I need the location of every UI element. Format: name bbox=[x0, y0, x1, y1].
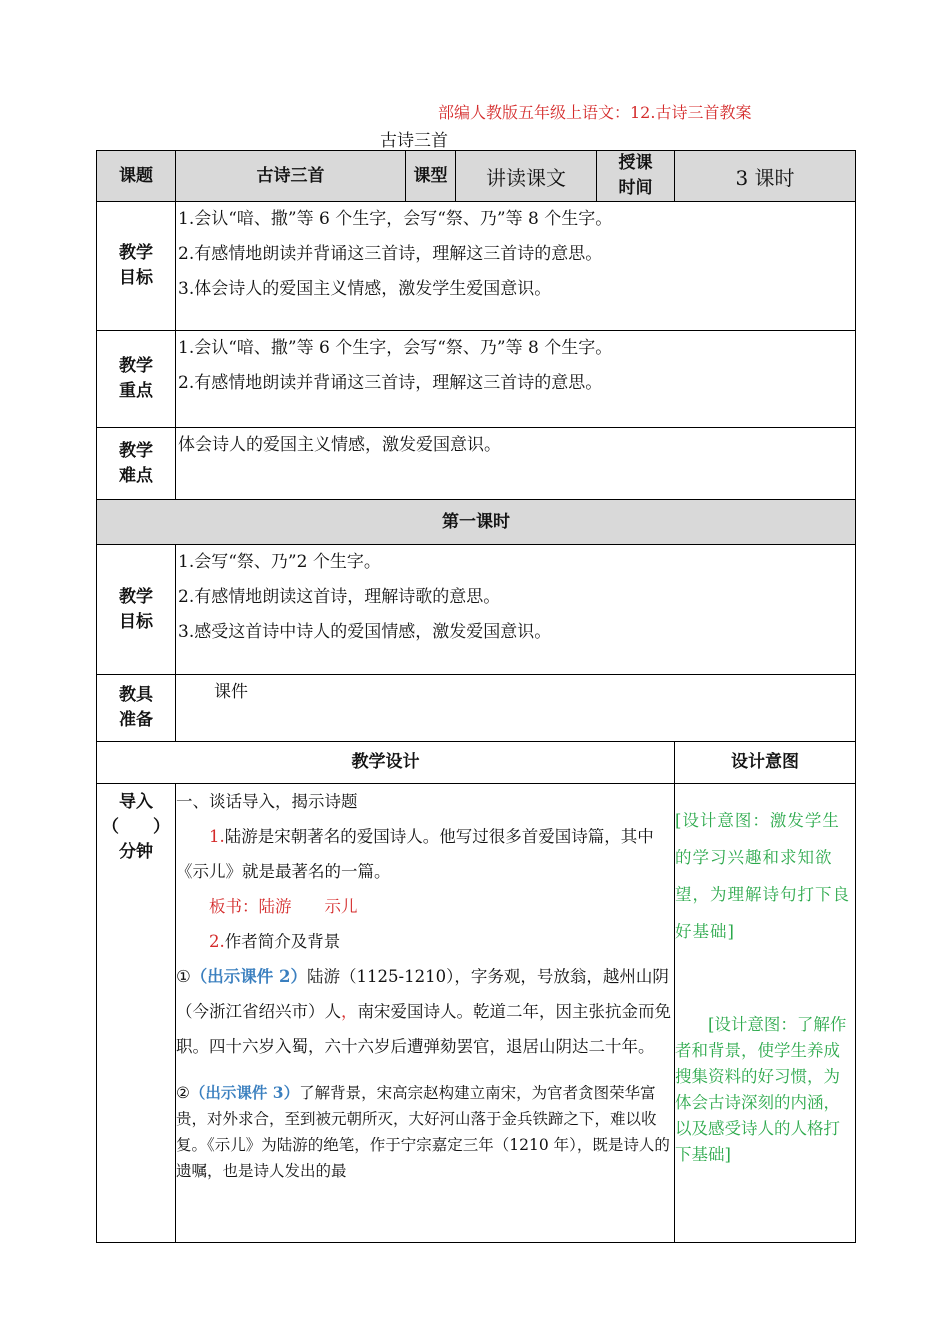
intent-note-1: [设计意图：激发学生的学习兴趣和求知欲望，为理解诗句打下良好基础] bbox=[675, 811, 850, 941]
design-paragraph-3 bbox=[176, 959, 674, 1064]
lesson1-goal-item: 3.感受这首诗中诗人的爱国情感，激发爱国意识。 bbox=[178, 622, 552, 642]
goal-item: 2.有感情地朗读并背诵这三首诗，理解这三首诗的意思。 bbox=[178, 244, 603, 264]
document-title: 古诗三首 bbox=[380, 131, 448, 151]
tools-label-line2: 准备 bbox=[119, 710, 153, 730]
design-paragraph-1 bbox=[176, 819, 674, 889]
key-points-label-line2: 重点 bbox=[119, 381, 153, 401]
time-label-line1: 授课 bbox=[618, 153, 653, 173]
intent-header: 设计意图 bbox=[675, 742, 856, 784]
p2-text: 作者简介及背景 bbox=[224, 932, 341, 951]
key-point-item: 2.有感情地朗读并背诵这三首诗，理解这三首诗的意思。 bbox=[178, 373, 603, 393]
p3-mark: ① bbox=[176, 967, 191, 986]
lesson1-goals-label-line1: 教学 bbox=[119, 586, 153, 607]
time-value: 3 课时 bbox=[675, 151, 856, 202]
design-body-row bbox=[97, 784, 856, 1243]
p3-text-b: 南宋爱国诗人。乾道二年，因主张抗金而免职。四十六岁入蜀，六十六岁后遭弹劾罢官，退居山阴达二十年。 bbox=[176, 1002, 671, 1056]
type-value: 讲读课文 bbox=[456, 151, 597, 202]
intent-note-2: [设计意图：了解作者和背景，使学生养成搜集资料的好习惯，为体会古诗深刻的内涵，以及感受诗人的人格打下基础] bbox=[675, 1015, 847, 1164]
design-paragraph-4 bbox=[176, 1080, 674, 1184]
intent-content bbox=[675, 784, 856, 1243]
time-label bbox=[597, 151, 675, 202]
tools-content: 课件 bbox=[176, 675, 856, 742]
type-label: 课型 bbox=[406, 151, 456, 202]
key-points-label-line1: 教学 bbox=[119, 356, 153, 376]
goal-item: 1.会认“喑、撒”等 6 个生字，会写“祭、乃”等 8 个生字。 bbox=[178, 209, 613, 229]
lesson1-goal-item: 2.有感情地朗读这首诗，理解诗歌的意思。 bbox=[178, 587, 501, 607]
lesson1-goals-label-line2: 目标 bbox=[119, 611, 153, 632]
lesson1-goals-row bbox=[97, 545, 856, 675]
p4-mark: ② bbox=[176, 1084, 190, 1102]
tools-label bbox=[97, 675, 176, 742]
p1-number: 1. bbox=[209, 827, 225, 846]
lesson1-goals-content bbox=[176, 545, 856, 675]
info-row bbox=[97, 151, 856, 202]
difficulties-row bbox=[97, 428, 856, 500]
p4-courseware-tag: （出示课件 3） bbox=[189, 1083, 300, 1102]
topic-label: 课题 bbox=[97, 151, 176, 202]
intro-label-line2: （ ） bbox=[102, 817, 170, 837]
lesson-plan-table bbox=[96, 150, 856, 1243]
key-points-content bbox=[176, 331, 856, 428]
intro-label-line3: 分钟 bbox=[119, 842, 153, 862]
section-header: 第一课时 bbox=[97, 500, 856, 545]
goals-content bbox=[176, 202, 856, 331]
intro-label-line1: 导入 bbox=[119, 792, 153, 812]
design-content bbox=[176, 784, 675, 1243]
difficulties-label bbox=[97, 428, 176, 500]
design-section-title: 一、谈话导入，揭示诗题 bbox=[176, 792, 358, 811]
key-points-label bbox=[97, 331, 176, 428]
time-label-line2: 时间 bbox=[618, 178, 653, 198]
section-header-row bbox=[97, 500, 856, 545]
goals-label bbox=[97, 202, 176, 331]
board-note: 板书：陆游 示儿 bbox=[209, 897, 358, 916]
p4-text: 了解背景，宋高宗赵构建立南宋，为官者贪图荣华富贵，对外求合，至到被元朝所灭，大好河山落于金兵铁蹄之下，难以收复。《示儿》为陆游的绝笔，作于宁宗嘉定三年（1210 年），既是诗人的遗嘱，也是诗人发出的最 bbox=[176, 1084, 670, 1180]
lesson1-goal-item: 1.会写“祭、乃”2 个生字。 bbox=[178, 552, 381, 572]
design-paragraph-2 bbox=[176, 924, 674, 959]
p3-courseware-tag: （出示课件 2） bbox=[190, 967, 308, 986]
difficulties-label-line1: 教学 bbox=[119, 440, 153, 461]
intro-label bbox=[97, 784, 176, 1243]
tools-label-line1: 教具 bbox=[119, 685, 153, 705]
key-point-item: 1.会认“喑、撒”等 6 个生字，会写“祭、乃”等 8 个生字。 bbox=[178, 338, 613, 358]
goals-label-line1: 教学 bbox=[119, 243, 153, 263]
p1-text: 陆游是宋朝著名的爱国诗人。他写过很多首爱国诗篇，其中《示儿》就是最著名的一篇。 bbox=[176, 827, 654, 881]
difficulties-content: 体会诗人的爱国主义情感，激发爱国意识。 bbox=[176, 428, 856, 500]
tools-row bbox=[97, 675, 856, 742]
document-header: 部编人教版五年级上语文：12.古诗三首教案 bbox=[438, 103, 752, 122]
key-points-row bbox=[97, 331, 856, 428]
design-header-row bbox=[97, 742, 856, 784]
p2-number: 2. bbox=[209, 932, 225, 951]
goals-row bbox=[97, 202, 856, 331]
topic-value: 古诗三首 bbox=[176, 151, 406, 202]
goal-item: 3.体会诗人的爱国主义情感，激发学生爱国意识。 bbox=[178, 279, 552, 299]
p3-text-a: 陆游（1125-1210），字务观，号放翁，越州山阴（今浙江省绍兴市）人 bbox=[176, 967, 669, 1021]
p3-comma: ， bbox=[341, 1002, 358, 1021]
lesson1-goals-label bbox=[97, 545, 176, 675]
difficulties-label-line2: 难点 bbox=[119, 465, 153, 486]
design-header: 教学设计 bbox=[97, 742, 675, 784]
goals-label-line2: 目标 bbox=[119, 268, 153, 288]
